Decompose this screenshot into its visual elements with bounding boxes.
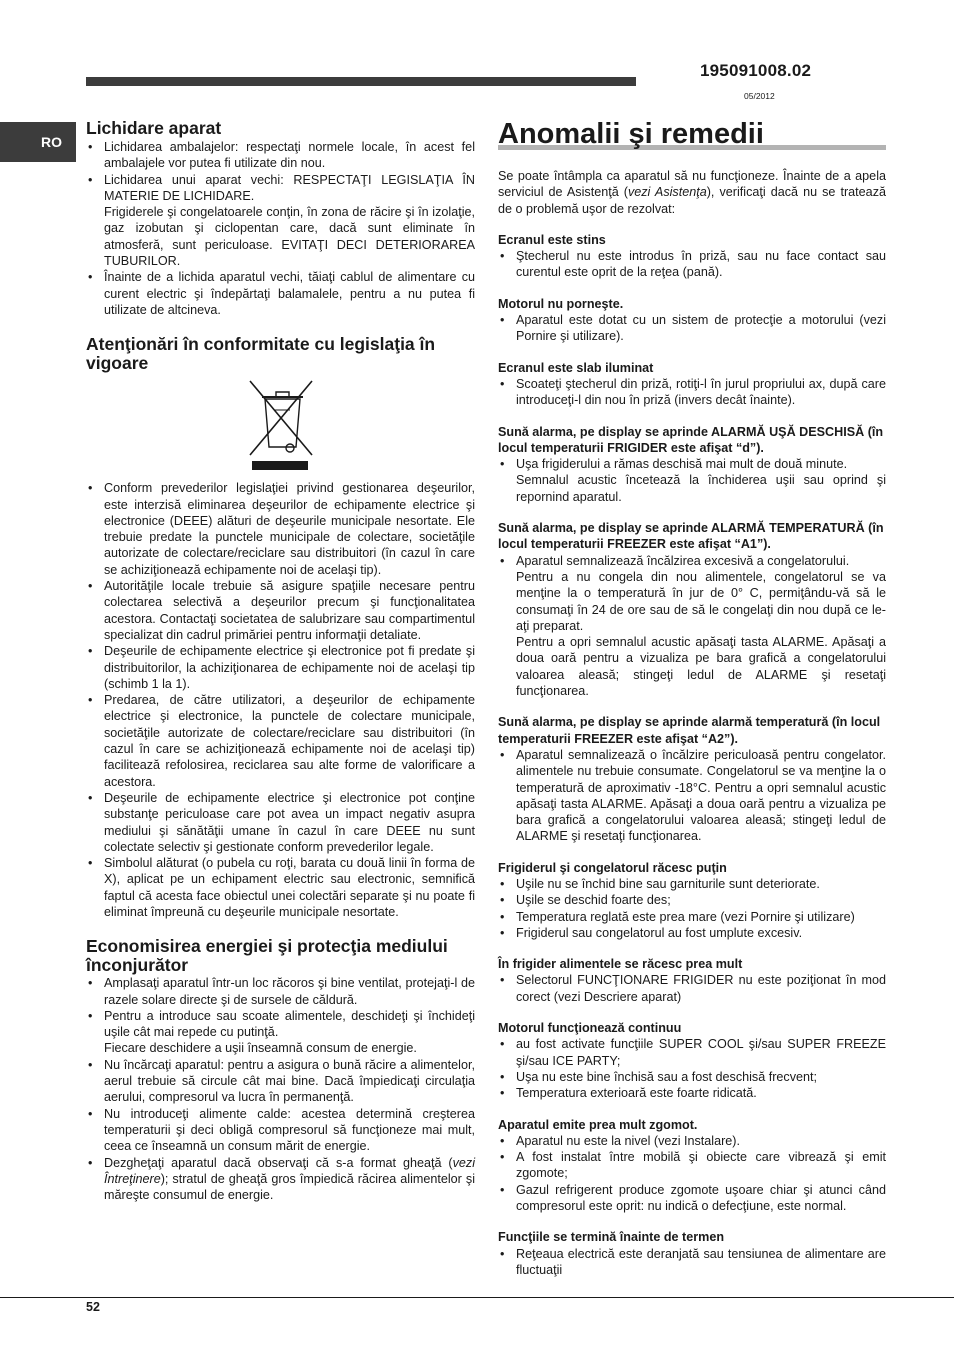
problem-block	[498, 520, 886, 699]
list-item: • Nu încărcaţi aparatul: pentru a asigura o bună răcire a alimentelor, aerul trebuie să circule cât mai bine. Dacă împiedicaţi circulaţia aerului, compresorul va lucra în permanenţă.	[86, 1057, 475, 1106]
list-item: • Simbolul alăturat (o pubela cu roţi, barata cu două linii în forma de X), aplicat pe un echipament electric sau electronic, semnifică faptul că acesta face obiectul unei colectări separate şi nu poate fi eliminat împreună cu deşeurile municipale nesortate.	[86, 855, 475, 920]
list-item: • Deşeurile de echipamente electrice şi electronice pot conţine substanţe periculoase care pot avea un impact negativ asupra mediului şi sănătăţii umane în cazul în care DEEE nu sunt colectate selectiv şi gestionate conform prevederilor legale.	[86, 790, 475, 855]
document-date: 05/2012	[744, 91, 775, 101]
remedy-list	[498, 972, 886, 1005]
list-item: • Amplasaţi aparatul într-un loc răcoros şi bine ventilat, protejaţi-l de razele solare directe şi de sursele de căldură.	[86, 975, 475, 1008]
remedy-list	[498, 376, 886, 409]
problem-title: Ecranul este slab iluminat	[498, 360, 654, 375]
list-item: • Uşile nu se închid bine sau garniturile sunt deteriorate.	[498, 876, 886, 892]
list-item: • Frigiderul sau congelatorul au fost umplute excesiv.	[498, 925, 886, 941]
problem-title: În frigider alimentele se răcesc prea mult	[498, 957, 743, 972]
list-item: • Conform prevederilor legislaţiei privind gestionarea deşeurilor, este interzisă eliminarea deşeurilor de echipamente electrice şi electronice (DEEE) alături de deşeurile municipale nesortate. Ele trebuie predate la punctele municipale de colectare, societăţile autorizate de colectare/reciclare sau distribuitori (în cazul în care se achiziţionează echipamente noi de acelaşi tip).	[86, 480, 475, 578]
problem-block	[498, 714, 886, 844]
problem-title: Motorul funcţionează continuu	[498, 1021, 682, 1036]
remedy-list	[498, 553, 886, 700]
crossed-out-wheeled-bin-icon	[86, 375, 475, 476]
list-item: Semnalul acustic încetează la închiderea uşii sau oprind şi repornind aparatul.	[516, 473, 886, 504]
list-item: • Gazul refrigerent produce zgomote uşoare chiar şi atunci când compresorul este oprit: nu indică o defecţiune, este normal.	[498, 1182, 886, 1215]
list-item: Pentru a nu congela din nou alimentele, congelatorul se va menţine la o temperatură în jur de 0° C, permiţându-vă să le consumaţi în 24 de ore sau de să le congelaţi din nou după ce le-aţi preparat.	[516, 569, 886, 633]
legislation-list	[86, 480, 475, 920]
section-title-energy: Economisirea energiei şi protecţia mediului înconjurător	[86, 936, 448, 976]
weee-symbol	[86, 375, 475, 476]
left-column	[86, 119, 475, 1203]
problem-block	[498, 296, 886, 345]
remedy-list	[498, 1036, 886, 1101]
problem-title: Sună alarma, pe display se aprinde ALARMĂ UŞĂ DESCHISĂ (în locul temperaturii FRIGIDER este afişat “d”).	[498, 424, 884, 455]
page-number: 52	[86, 1300, 100, 1314]
troubleshooting-list	[498, 232, 886, 1278]
page-title: Anomalii şi remedii	[498, 118, 764, 150]
list-item: • Pentru a introduce sau scoate alimentele, deschideţi şi închideţi uşile cât mai repede cu putinţă.	[86, 1008, 475, 1041]
language-tab: RO	[0, 122, 76, 162]
list-item: • Lichidarea unui aparat vechi: RESPECTAŢI LEGISLAŢIA ÎN MATERIE DE LICHIDARE.	[86, 172, 475, 205]
header-bar	[86, 77, 636, 86]
problem-block	[498, 860, 886, 941]
list-item: • Uşa nu este bine închisă sau a fost deschisă frecvent;	[498, 1069, 886, 1085]
reference-maintenance: vezi Întreţinere	[104, 1155, 475, 1186]
remedy-list	[498, 1133, 886, 1214]
section-title-legislation: Atenţionări în conformitate cu legislaţia în vigoare	[86, 334, 436, 374]
remedy-list	[498, 456, 886, 505]
list-item: • Autorităţile locale trebuie să asigure spaţiile necesare pentru colectarea selectivă a deşeurilor precum şi funcţionalitatea acestora. Contactaţi societatea de salubrizare sau compartimentul specializat din cadrul primăriei pentru informaţii detaliate.	[86, 578, 475, 643]
footer-rule	[0, 1297, 954, 1298]
problem-title: Funcţiile se termină înainte de termen	[498, 1230, 725, 1245]
remedy-list	[498, 248, 886, 281]
list-item: • Aparatul semnalizează o încălzire periculoasă pentru congelator. alimentele nu trebuie consumate. Congelatorul se va menţine la o temperatură de aproximativ -18°C. Pentru a opri semnalul acustic apăsaţi tasta ALARME. Apăsaţi a doua oară pentru a vizualiza pe bara grafică a congelatorului valoarea aleasă; stingeţi ledul de ALARME şi resetaţi funcţionarea.	[498, 747, 886, 845]
problem-title: Aparatul emite prea mult zgomot.	[498, 1117, 698, 1132]
problem-block	[498, 424, 886, 505]
problem-block	[498, 956, 886, 1005]
reference-assistance: vezi Asistenţa	[627, 185, 707, 200]
list-item: Fiecare deschidere a uşii înseamnă consum de energie.	[104, 1041, 417, 1056]
list-item: Frigiderele şi congelatoarele conţin, în zona de răcire şi în izolaţie, gaz izobutan şi ciclopentan care, dacă sunt eliminate în atmosferă, sunt periculoase. EVITAŢI DECI DETERIORAREA TUBURILOR.	[104, 205, 475, 269]
list-item: • Aparatul semnalizează încălzirea excesivă a congelatorului.	[498, 553, 886, 569]
list-item: • Uşile se deschid foarte des;	[498, 892, 886, 908]
energy-list	[86, 975, 475, 1203]
problem-block	[498, 360, 886, 409]
list-item: • Aparatul este dotat cu un sistem de protecţie a motorului (vezi Pornire şi utilizare).	[498, 312, 886, 345]
problem-block	[498, 1117, 886, 1215]
list-item: Pentru a opri semnalul acustic apăsaţi tasta ALARME. Apăsaţi a doua oară pentru a vizualiza pe bara grafică a congelatorului valoarea aleasă; stingeţi ledul de ALARME şi resetaţi funcţionarea.	[516, 635, 886, 699]
list-item: • Înainte de a lichida aparatul vechi, tăiaţi cablul de alimentare cu curent electric şi îndepărtaţi balamalele, pentru a nu putea fi utilizate de altcineva.	[86, 269, 475, 318]
document-number: 195091008.02	[700, 61, 812, 80]
list-item: • Predarea, de către utilizatori, a deşeurilor de echipamente electrice şi electronice, la punctele de colectare municipale, societăţile autorizate de colectare/reciclare sau distribuitori (în cazul în care se achiziţionează echipamente noi de acelaşi tip) facilitează refolosirea, reciclarea sau alte forme de valorificare a acestora.	[86, 692, 475, 790]
list-item: • A fost instalat între mobilă şi obiecte care vibrează şi emit zgomote;	[498, 1149, 886, 1182]
list-item: • Nu introduceţi alimente calde: acestea determină creşterea temperaturii şi deci obligă compresorul să funcţioneze mai mult, ceea ce înseamnă un consum mărit de energie.	[86, 1106, 475, 1155]
disposal-list	[86, 139, 475, 318]
list-item: • Temperatura reglată este prea mare (vezi Pornire şi utilizare)	[498, 909, 886, 925]
problem-title: Frigiderul şi congelatorul răcesc puţin	[498, 860, 727, 875]
problem-title: Sună alarma, pe display se aprinde ALARMĂ TEMPERATURĂ (în locul temperaturii FREEZER este afişat “A1”).	[498, 521, 884, 552]
list-item: • Temperatura exterioară este foarte ridicată.	[498, 1085, 886, 1101]
remedy-list	[498, 312, 886, 345]
list-item: • Dezgheţaţi aparatul dacă observaţi că s-a format gheaţă (vezi Întreţinere); stratul de gheaţă gros împiedică răcirea alimentelor şi măreşte consumul de energie.	[86, 1155, 475, 1204]
remedy-list	[498, 747, 886, 845]
problem-block	[498, 1020, 886, 1101]
problem-title: Motorul nu porneşte.	[498, 296, 624, 311]
list-item: • Lichidarea ambalajelor: respectaţi normele locale, în acest fel ambalajele vor putea fi utilizate din nou.	[86, 139, 475, 172]
list-item: • au fost activate funcţiile SUPER COOL şi/sau SUPER FREEZE şi/sau ICE PARTY;	[498, 1036, 886, 1069]
list-item: • Selectorul FUNCŢIONARE FRIGIDER nu este poziţionat în mod corect (vezi Descriere aparat)	[498, 972, 886, 1005]
list-item: • Aparatul nu este la nivel (vezi Instalare).	[498, 1133, 886, 1149]
section-title-disposal: Lichidare aparat	[86, 118, 222, 138]
problem-block	[498, 232, 886, 281]
right-column	[498, 119, 886, 1293]
list-item: • Uşa frigiderului a rămas deschisă mai mult de două minute.	[498, 456, 886, 472]
list-item: • Reţeaua electrică este deranjată sau tensiunea de alimentare are fluctuaţii	[498, 1246, 886, 1279]
list-item: • Deşeurile de echipamente electrice şi electronice pot fi predate şi distribuitorilor, la achiziţionarea de echipamente noi de acelaşi tip (schimb 1 la 1).	[86, 643, 475, 692]
problem-title: Sună alarma, pe display se aprinde alarmă temperatură (în locul temperaturii FREEZER este afişat “A2”).	[498, 715, 881, 746]
remedy-list	[498, 1246, 886, 1279]
problem-title: Ecranul este stins	[498, 232, 606, 247]
list-item: • Ştecherul nu este introdus în priză, sau nu face contact sau curentul este oprit de la reţea (pană).	[498, 248, 886, 281]
list-item: • Scoateţi ştecherul din priză, rotiţi-l în jurul propriului ax, după care introduceţi-l din nou în priză (invers decât înainte).	[498, 376, 886, 409]
problem-block	[498, 1229, 886, 1278]
remedy-list	[498, 876, 886, 941]
intro-paragraph: Se poate întâmpla ca aparatul să nu funcţioneze. Înainte de a apela serviciul de Asistenţă (vezi Asistenţa), verificaţi dacă nu se tratează de o problemă uşor de rezolvat:	[498, 169, 886, 216]
